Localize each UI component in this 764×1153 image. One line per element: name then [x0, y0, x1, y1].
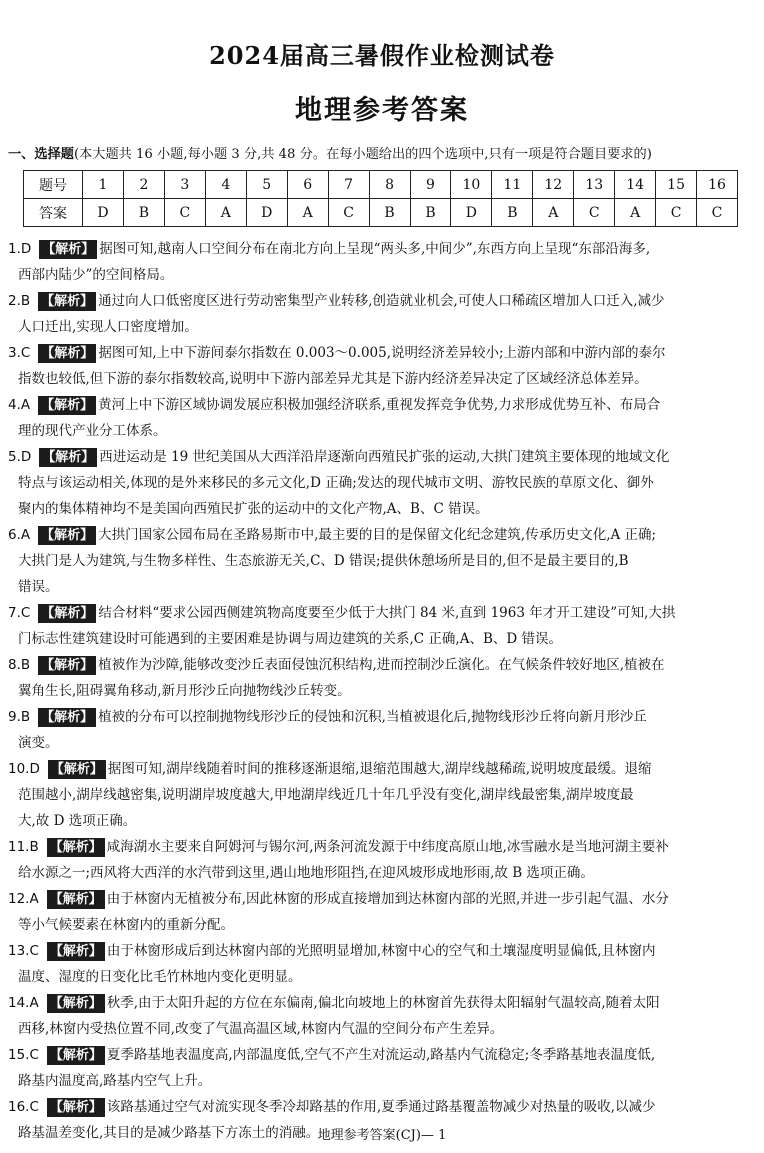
answer-table — [23, 170, 738, 227]
page-footer: 地理参考答案(CJ)— 1 — [317, 1128, 447, 1143]
answer-cell: D — [246, 199, 287, 227]
analysis-tag: 【解析】 — [39, 240, 97, 259]
answer-row-label: 答案 — [24, 199, 83, 227]
explanation-continued-line: 演变。 — [18, 735, 59, 751]
question-number-cell: 15 — [656, 171, 697, 199]
explanation-text: 大拱门国家公园布局在圣路易斯市中,最主要的目的是保留文化纪念建筑,传承历史文化,A 正确; — [98, 527, 657, 543]
item-number: 13.C — [8, 943, 39, 959]
answer-cell: A — [287, 199, 328, 227]
analysis-tag: 【解析】 — [38, 656, 96, 675]
explanation-text: 由于林窗形成后到达林窗内部的光照明显增加,林窗中心的空气和土壤湿度明显偏低,且林窗内 — [106, 943, 656, 959]
answer-cell: B — [410, 199, 451, 227]
explanation-item — [8, 756, 752, 834]
explanation-text: 植被作为沙障,能够改变沙丘表面侵蚀沉积结构,进而控制沙丘演化。在气候条件较好地区,植被在 — [98, 657, 665, 673]
item-number: 16.C — [8, 1099, 39, 1115]
explanation-continued-line: 人口迁出,实现人口密度增加。 — [18, 319, 198, 335]
explanation-continued-line: 错误。 — [18, 579, 59, 595]
answer-cell: C — [574, 199, 615, 227]
answer-cell: B — [369, 199, 410, 227]
question-number-cell: 1 — [83, 171, 124, 199]
explanation-item — [8, 392, 752, 444]
explanation-text: 夏季路基地表温度高,内部温度低,空气不产生对流运动,路基内气流稳定;冬季路基地表温度低, — [106, 1047, 656, 1063]
explanation-item — [8, 886, 752, 938]
item-number: 4.A — [8, 397, 31, 413]
analysis-tag: 【解析】 — [38, 344, 96, 363]
item-number: 1.D — [8, 241, 32, 257]
explanation-continued-line: 大,故 D 选项正确。 — [18, 813, 137, 829]
explanation-item — [8, 1042, 752, 1094]
explanation-continued-line: 温度、湿度的日变化比毛竹林地内变化更明显。 — [18, 969, 302, 985]
explanation-item — [8, 340, 752, 392]
explanation-text: 通过向人口低密度区进行劳动密集型产业转移,创造就业机会,可使人口稀疏区增加人口迁入,减少 — [98, 293, 665, 309]
answer-cell: A — [533, 199, 574, 227]
analysis-tag: 【解析】 — [47, 1046, 105, 1065]
analysis-tag: 【解析】 — [38, 396, 96, 415]
answer-cell: C — [697, 199, 738, 227]
item-number: 10.D — [8, 761, 40, 777]
explanation-continued-line: 西移,林窗内受热位置不同,改变了气温高温区域,林窗内气温的空间分布产生差异。 — [18, 1021, 504, 1037]
section-label: 一、选择题 — [8, 147, 74, 162]
answer-cell: D — [83, 199, 124, 227]
question-number-cell: 16 — [697, 171, 738, 199]
answer-table-answer-row — [24, 199, 738, 227]
explanation-continued-line: 等小气候要素在林窗内的重新分配。 — [18, 917, 234, 933]
answer-cell: A — [615, 199, 656, 227]
section-note: (本大题共 16 小题,每小题 3 分,共 48 分。在每小题给出的四个选项中,只有一项是符合题目要求的) — [73, 147, 652, 162]
item-number: 8.B — [8, 657, 31, 673]
item-number: 6.A — [8, 527, 31, 543]
explanation-item — [8, 236, 752, 288]
question-number-cell: 4 — [205, 171, 246, 199]
question-number-cell: 5 — [246, 171, 287, 199]
answer-key-title: 地理参考答案 — [295, 95, 469, 126]
question-number-cell: 8 — [369, 171, 410, 199]
answer-cell: B — [492, 199, 533, 227]
item-number: 5.D — [8, 449, 32, 465]
explanation-continued-line: 给水源之一;西风将大西洋的水汽带到这里,遇山地地形阻挡,在迎风坡形成地形雨,故 B 选项正确。 — [18, 865, 594, 881]
question-number-cell: 9 — [410, 171, 451, 199]
analysis-tag: 【解析】 — [47, 838, 105, 857]
question-number-cell: 13 — [574, 171, 615, 199]
item-number: 2.B — [8, 293, 31, 309]
explanation-continued-line: 指数也较低,但下游的泰尔指数较高,说明中下游内部差异尤其是下游内经济差异决定了区域经济总体差异。 — [18, 371, 648, 387]
question-number-cell: 6 — [287, 171, 328, 199]
explanation-text: 黄河上中下游区域协调发展应积极加强经济联系,重视发挥竞争优势,力求形成优势互补、布局合 — [98, 397, 661, 413]
answer-cell: D — [451, 199, 492, 227]
answer-table-number-row — [24, 171, 738, 199]
analysis-tag: 【解析】 — [38, 292, 96, 311]
item-number: 15.C — [8, 1047, 39, 1063]
analysis-tag: 【解析】 — [38, 708, 96, 727]
answer-cell: C — [328, 199, 369, 227]
question-number-cell: 11 — [492, 171, 533, 199]
explanation-item — [8, 704, 752, 756]
explanation-text: 秋季,由于太阳升起的方位在东偏南,偏北向坡地上的林窗首先获得太阳辐射气温较高,随着太阳 — [106, 995, 660, 1011]
answer-cell: C — [656, 199, 697, 227]
section-heading — [8, 143, 758, 162]
explanation-text: 西进运动是 19 世纪美国从大西洋沿岸逐渐向西殖民扩张的运动,大拱门建筑主要体现的地域文化 — [99, 449, 670, 465]
answer-cell: C — [164, 199, 205, 227]
exam-title: 2024届高三暑假作业检测试卷 — [209, 41, 555, 70]
explanation-text: 该路基通过空气对流实现冬季冷却路基的作用,夏季通过路基覆盖物减少对热量的吸收,以减少 — [106, 1099, 656, 1115]
explanation-item — [8, 288, 752, 340]
question-number-cell: 14 — [615, 171, 656, 199]
explanation-continued-line: 路基内温度高,路基内空气上升。 — [18, 1073, 212, 1089]
answer-cell: A — [205, 199, 246, 227]
answer-cell: B — [123, 199, 164, 227]
analysis-tag: 【解析】 — [47, 890, 105, 909]
explanation-text: 结合材料“要求公园西侧建筑物高度要至少低于大拱门 84 米,直到 1963 年才开工建设”可知,大拱 — [98, 605, 676, 621]
explanation-item — [8, 652, 752, 704]
explanation-text: 咸海湖水主要来自阿姆河与锡尔河,两条河流发源于中纬度高原山地,冰雪融水是当地河湖主要补 — [106, 839, 669, 855]
explanation-continued-line: 路基温差变化,其目的是减少路基下方冻土的消融。 — [18, 1125, 320, 1141]
question-number-cell: 2 — [123, 171, 164, 199]
explanation-continued-line: 门标志性建筑建设时可能遇到的主要困难是协调与周边建筑的关系,C 正确,A、B、D 错误。 — [18, 631, 562, 647]
explanation-item — [8, 990, 752, 1042]
analysis-tag: 【解析】 — [47, 942, 105, 961]
explanation-item — [8, 522, 752, 600]
item-number: 9.B — [8, 709, 31, 725]
question-number-cell: 10 — [451, 171, 492, 199]
question-number-cell: 7 — [328, 171, 369, 199]
analysis-tag: 【解析】 — [48, 760, 106, 779]
explanation-continued-line: 大拱门是人为建筑,与生物多样性、生态旅游无关,C、D 错误;提供休憩场所是目的,但不是最主要目的,B — [18, 553, 629, 569]
item-number: 12.A — [8, 891, 39, 907]
explanation-continued-line: 范围越小,湖岸线越密集,说明湖岸坡度越大,甲地湖岸线近几十年几乎没有变化,湖岸线最密集,湖岸坡度最 — [18, 787, 634, 803]
explanation-text: 由于林窗内无植被分布,因此林窗的形成直接增加到达林窗内部的光照,并进一步引起气温、水分 — [106, 891, 669, 907]
explanation-item — [8, 444, 752, 522]
explanation-item — [8, 938, 752, 990]
analysis-tag: 【解析】 — [47, 994, 105, 1013]
explanation-text: 据图可知,越南人口空间分布在南北方向上呈现“两头多,中间少”,东西方向上呈现“东部沿海多, — [99, 241, 651, 257]
analysis-tag: 【解析】 — [38, 526, 96, 545]
analysis-tag: 【解析】 — [39, 448, 97, 467]
explanation-continued-line: 聚内的集体精神均不是美国向西殖民扩张的运动中的文化产物,A、B、C 错误。 — [18, 501, 489, 517]
item-number: 3.C — [8, 345, 31, 361]
analysis-tag: 【解析】 — [47, 1098, 105, 1117]
explanation-continued-line: 西部内陆少”的空间格局。 — [18, 267, 174, 283]
question-number-cell: 3 — [164, 171, 205, 199]
analysis-tag: 【解析】 — [38, 604, 96, 623]
explanation-text: 据图可知,湖岸线随着时间的推移逐渐退缩,退缩范围越大,湖岸线越稀疏,说明坡度最缓。退缩 — [107, 761, 652, 777]
explanation-continued-line: 特点与该运动相关,体现的是外来移民的多元文化,D 正确;发达的现代城市文明、游牧民族的草原文化、御外 — [18, 475, 654, 491]
explanation-continued-line: 翼角生长,阻碍翼角移动,新月形沙丘向抛物线沙丘转变。 — [18, 683, 351, 699]
explanation-item — [8, 600, 752, 652]
explanation-continued-line: 理的现代产业分工体系。 — [18, 423, 167, 439]
explanation-text: 据图可知,上中下游间泰尔指数在 0.003～0.005,说明经济差异较小;上游内部和中游内部的泰尔 — [98, 345, 666, 361]
item-number: 7.C — [8, 605, 31, 621]
explanation-text: 植被的分布可以控制抛物线形沙丘的侵蚀和沉积,当植被退化后,抛物线形沙丘将向新月形沙丘 — [98, 709, 647, 725]
explanation-item — [8, 834, 752, 886]
item-number: 14.A — [8, 995, 39, 1011]
explanation-list — [8, 236, 752, 1146]
question-number-cell: 12 — [533, 171, 574, 199]
number-row-label: 题号 — [24, 171, 83, 199]
item-number: 11.B — [8, 839, 39, 855]
